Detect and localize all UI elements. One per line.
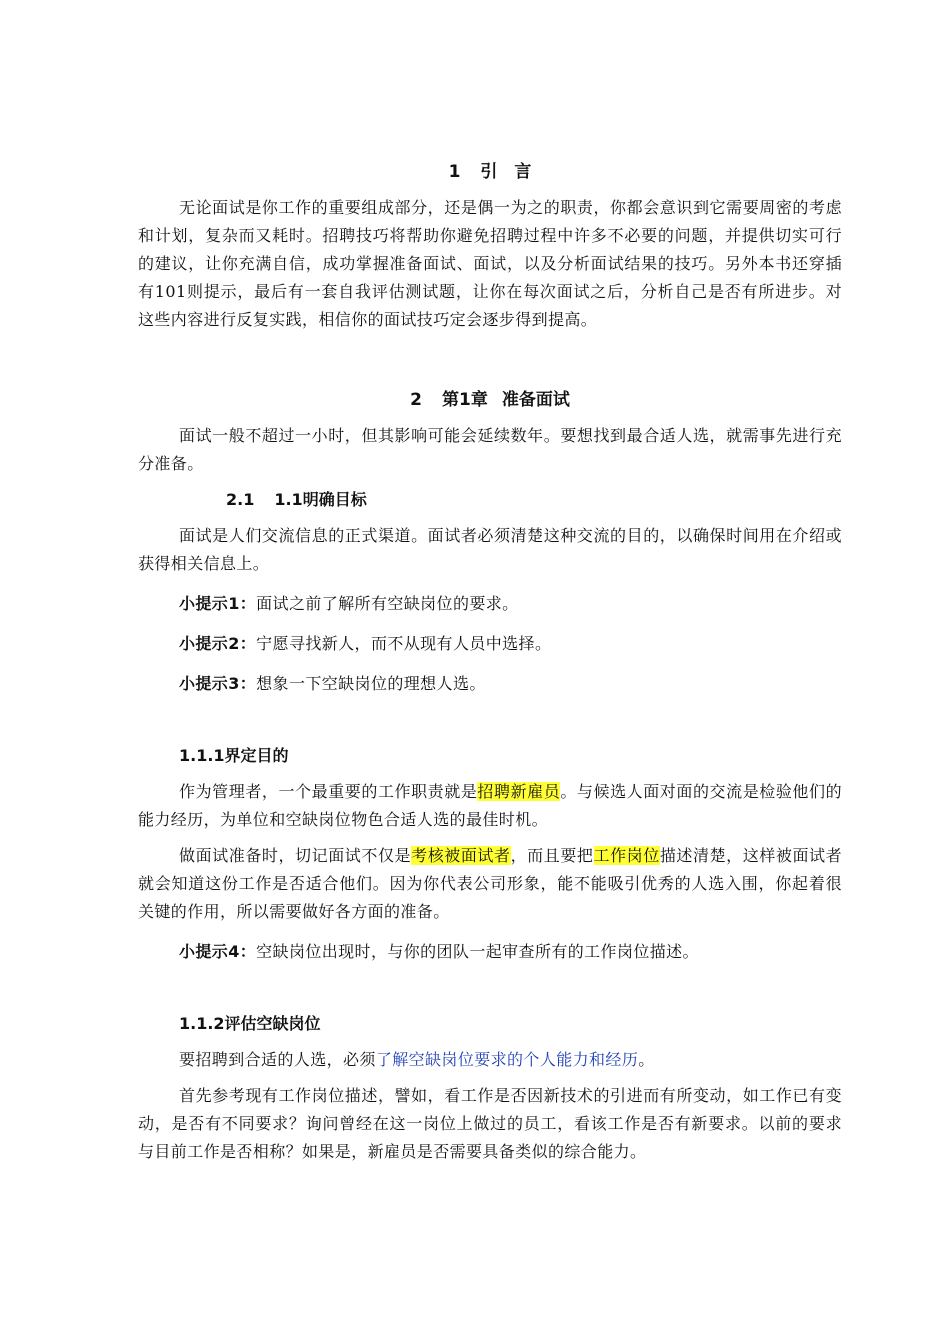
text-run: 要招聘到合适的人选，必须 <box>179 1050 376 1069</box>
heading-section-2 <box>138 386 842 414</box>
tip-text: 宁愿寻找新人，而不从现有人员中选择。 <box>256 634 552 653</box>
heading-section-1-1-2: 1.1.2评估空缺岗位 <box>179 1014 321 1033</box>
assess-paragraph-1 <box>138 1046 842 1074</box>
tip-4 <box>138 938 842 966</box>
heading-number: 2.1 <box>226 490 255 509</box>
heading-number: 2 <box>410 390 422 410</box>
highlighted-text: 考核被面试者 <box>411 846 511 865</box>
heading-section-1 <box>138 158 842 186</box>
text-run: 。与候选人面对面的交流是检验他们的能力经历，为单位和空缺岗位物色合适人选的最佳时机。 <box>138 782 842 829</box>
tip-label: 小提示1： <box>179 594 257 613</box>
heading-title: 1.1明确目标 <box>274 490 367 509</box>
tip-text: 面试之前了解所有空缺岗位的要求。 <box>256 594 519 613</box>
tip-text: 空缺岗位出现时，与你的团队一起审查所有的工作岗位描述。 <box>256 942 699 961</box>
tip-label: 小提示2： <box>179 634 257 653</box>
document-body <box>138 158 842 1166</box>
highlighted-text: 招聘新雇员 <box>477 782 561 801</box>
text-run: 做面试准备时，切记面试不仅是 <box>179 846 412 865</box>
tip-3 <box>138 670 842 698</box>
tip-2 <box>138 630 842 658</box>
heading-section-1-1-1: 1.1.1界定目的 <box>179 746 289 765</box>
text-run: ，而且要把 <box>510 846 594 865</box>
chapter-intro-paragraph: 面试一般不超过一小时，但其影响可能会延续数年。要想找到最合适人选，就需事先进行充分准备。 <box>138 426 842 473</box>
tip-label: 小提示4： <box>179 942 257 961</box>
tip-1 <box>138 590 842 618</box>
purpose-paragraph-2 <box>138 842 842 926</box>
tip-text: 想象一下空缺岗位的理想人选。 <box>256 674 486 693</box>
purpose-paragraph-1 <box>138 778 842 834</box>
text-run: 。 <box>638 1050 655 1069</box>
highlighted-text: 工作岗位 <box>593 846 660 865</box>
hyperlink-text[interactable]: 了解空缺岗位要求的个人能力和经历 <box>375 1050 639 1069</box>
heading-chapter: 第1章 <box>442 390 488 410</box>
tip-label: 小提示3： <box>179 674 257 693</box>
heading-section-2-1 <box>138 486 842 514</box>
objective-paragraph: 面试是人们交流信息的正式渠道。面试者必须清楚这种交流的目的，以确保时间用在介绍或获得相关信息上。 <box>138 526 842 573</box>
heading-number: 1 <box>448 162 461 182</box>
assess-paragraph-2: 首先参考现有工作岗位描述，譬如，看工作是否因新技术的引进而有所变动，如工作已有变动，是否有不同要求？询问曾经在这一岗位上做过的员工，看该工作是否有新要求。以前的要求与目前工作是否相称？如果是，新雇员是否需要具备类似的综合能力。 <box>138 1086 842 1161</box>
heading-title: 准备面试 <box>501 390 570 410</box>
intro-paragraph: 无论面试是你工作的重要组成部分，还是偶一为之的职责，你都会意识到它需要周密的考虑和计划，复杂而又耗时。招聘技巧将帮助你避免招聘过程中许多不必要的问题，并提供切实可行的建议，让你充满自信，成功掌握准备面试、面试，以及分析面试结果的技巧。另外本书还穿插有101则提示，最后有一套自我评估测试题，让你在每次面试之后，分析自己是否有所进步。对这些内容进行反复实践，相信你的面试技巧定会逐步得到提高。 <box>138 198 842 329</box>
text-run: 描述清楚，这样被面试者就会知道这份工作是否适合他们。因为你代表公司形象，能不能吸引优秀的人选入围，你起着很关键的作用，所以需要做好各方面的准备。 <box>138 846 843 921</box>
heading-title: 引 言 <box>480 162 532 182</box>
text-run: 作为管理者，一个最重要的工作职责就是 <box>179 782 478 801</box>
